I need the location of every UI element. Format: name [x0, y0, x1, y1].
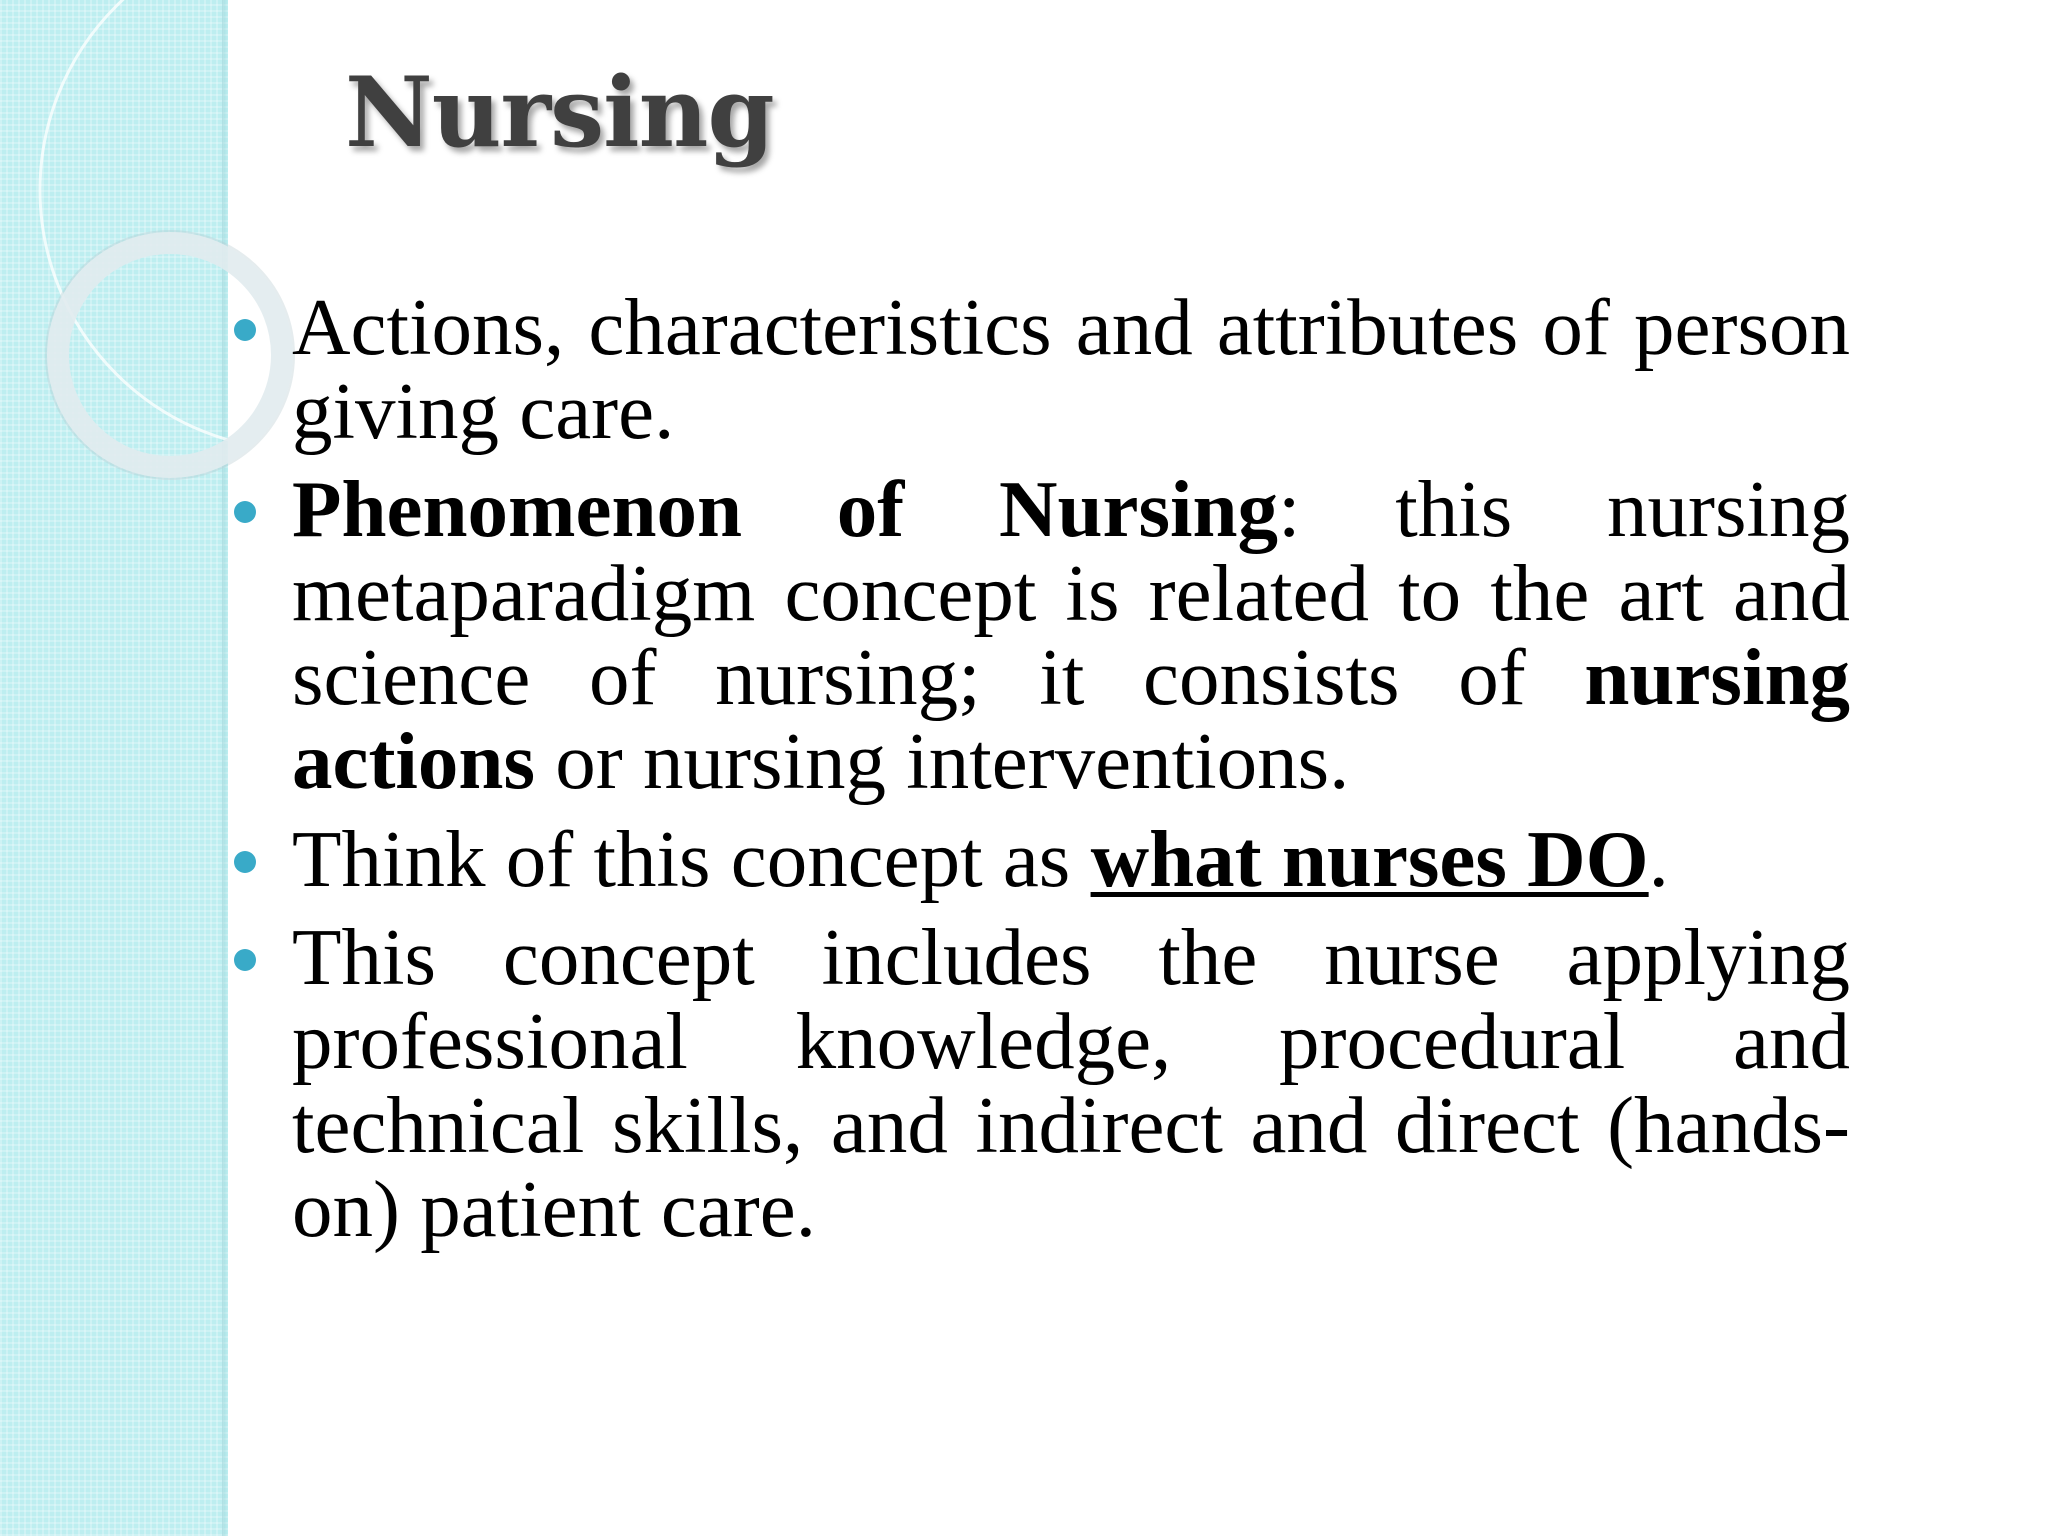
- bullet-text: Think of this concept as: [292, 814, 1091, 904]
- list-item: [230, 912, 1850, 1254]
- side-panel-edge: [222, 0, 228, 1536]
- slide-title: Nursing: [345, 56, 774, 169]
- bullet-term: Phenomenon of Nursing: [292, 464, 1279, 554]
- bullet-emphasis: nursing actions: [292, 632, 1850, 806]
- bullet-dot-icon: [234, 949, 256, 971]
- bullet-dot-icon: [234, 501, 256, 523]
- bullet-list: [230, 282, 1850, 1265]
- list-item: [230, 282, 1850, 456]
- bullet-text-tail: or nursing interventions.: [535, 716, 1350, 806]
- bullet-emphasis-underlined: what nurses DO: [1090, 814, 1649, 904]
- bullet-text: Actions, characteristics and attributes of person giving care.: [292, 282, 1850, 456]
- bullet-text: : this nursing metaparadigm concept is related to the art and science of nursing; it consists of: [292, 464, 1850, 722]
- bullet-text-tail: .: [1648, 814, 1669, 904]
- decorative-side-panel: [0, 0, 228, 1536]
- list-item: [230, 464, 1850, 806]
- bullet-dot-icon: [234, 319, 256, 341]
- bullet-text: This concept includes the nurse applying professional knowledge, procedural and technical skills, and indirect and direct (hands-on) patient care.: [292, 912, 1850, 1254]
- bullet-dot-icon: [234, 851, 256, 873]
- list-item: [230, 814, 1850, 904]
